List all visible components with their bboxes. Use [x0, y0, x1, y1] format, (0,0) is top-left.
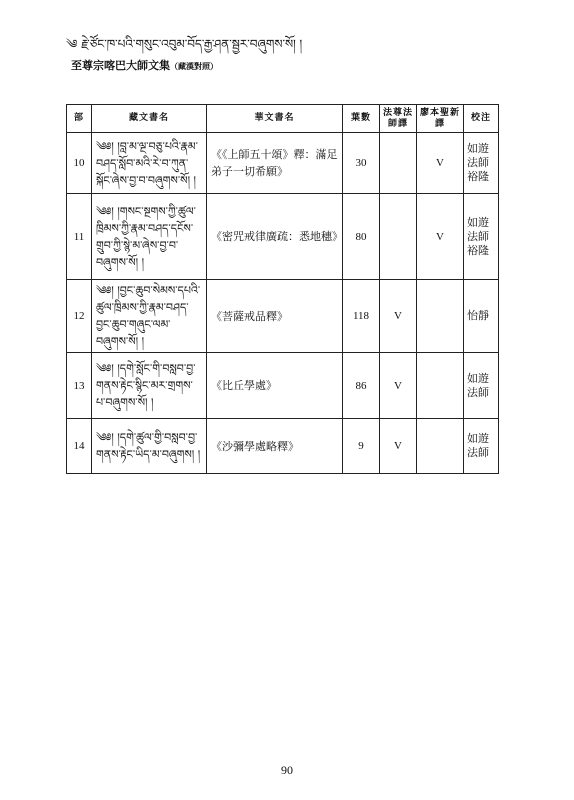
fazun-mark: V	[380, 419, 417, 474]
proofreader: 如遊法師	[464, 353, 499, 419]
tibetan-title: ༄༅། །བྱང་ཆུབ་སེམས་དཔའི་ཚུལ་ཁྲིམས་ཀྱི་རྣམ་བཤད་བྱང་ཆུབ་གཞུང་ལམ་བཞུགས་སོ། །	[92, 280, 207, 353]
tibetan-title: ༄༅། །དགེ་ཚུལ་གྱི་བསླབ་བྱ་གནས་རྟེང་ཡིད་མ་བཞུགས། །	[92, 419, 207, 474]
chinese-title: 《《上師五十頌》釋：滿足弟子一切希願》	[207, 133, 343, 194]
row-number: 12	[67, 280, 92, 353]
chinese-title: 《比丘學處》	[207, 353, 343, 419]
row-number: 14	[67, 419, 92, 474]
proofreader: 如遊法師裕隆	[464, 133, 499, 194]
running-head-chinese	[71, 59, 218, 73]
page-count: 80	[343, 194, 380, 280]
header-number: 部	[67, 105, 92, 133]
collection-note: （藏漢對照）	[170, 61, 218, 71]
page-count: 9	[343, 419, 380, 474]
chinese-title: 《沙彌學處略釋》	[207, 419, 343, 474]
page-number: 90	[281, 763, 293, 777]
tibetan-title: ༄༅། །དགེ་སློང་གི་བསླབ་བྱ་གནས་རྟེང་སྙིང་མར་གྲགས་པ་བཞུགས་སོ། །	[92, 353, 207, 419]
page-count: 118	[343, 280, 380, 353]
proofreader: 怡靜	[464, 280, 499, 353]
row-number: 10	[67, 133, 92, 194]
chinese-title: 《菩薩戒品釋》	[207, 280, 343, 353]
liao-mark	[417, 419, 464, 474]
liao-mark: V	[417, 194, 464, 280]
row-number: 13	[67, 353, 92, 419]
header-tibetan-title: 藏文書名	[92, 105, 207, 133]
fazun-mark	[380, 133, 417, 194]
header-row	[67, 105, 499, 133]
collection-title: 至尊宗喀巴大師文集	[71, 59, 170, 72]
table-row	[67, 353, 499, 419]
chinese-title: 《密咒戒律廣疏：悉地穗》	[207, 194, 343, 280]
fazun-mark	[380, 194, 417, 280]
header-proofreading: 校注	[464, 105, 499, 133]
liao-mark: V	[417, 133, 464, 194]
header-chinese-title: 華文書名	[207, 105, 343, 133]
table-row	[67, 419, 499, 474]
header-liao-translation: 廖本聖新譯	[417, 105, 464, 133]
proofreader: 如遊法師裕隆	[464, 194, 499, 280]
header-fazun-translation: 法尊法師譯	[380, 105, 417, 133]
table-row	[67, 280, 499, 353]
catalog-table	[66, 104, 499, 474]
fazun-mark: V	[380, 353, 417, 419]
table-row	[67, 133, 499, 194]
header-page-count: 葉數	[343, 105, 380, 133]
tibetan-title: ༄༅། །བླ་མ་ལྔ་བཅུ་པའི་རྣམ་བཤད་སློབ་མའི་རེ་བ་ཀུན་སྐོང་ཞེས་བྱ་བ་བཞུགས་སོ། །	[92, 133, 207, 194]
liao-mark	[417, 353, 464, 419]
liao-mark	[417, 280, 464, 353]
row-number: 11	[67, 194, 92, 280]
table-row	[67, 194, 499, 280]
fazun-mark: V	[380, 280, 417, 353]
tibetan-title: ༄༅། །གསང་སྔགས་ཀྱི་ཚུལ་ཁྲིམས་ཀྱི་རྣམ་བཤད་དངོས་གྲུབ་ཀྱི་སྙེ་མ་ཞེས་བྱ་བ་བཞུགས་སོ། །	[92, 194, 207, 280]
page-count: 86	[343, 353, 380, 419]
proofreader: 如遊法師	[464, 419, 499, 474]
running-head-tibetan: ༄ རྗེ་ཙོང་ཁ་པའི་གསུང་འབུམ་བོད་རྒྱ་ཤན་སྦྱར་བཞུགས་སོ། །	[66, 37, 303, 51]
page-count: 30	[343, 133, 380, 194]
